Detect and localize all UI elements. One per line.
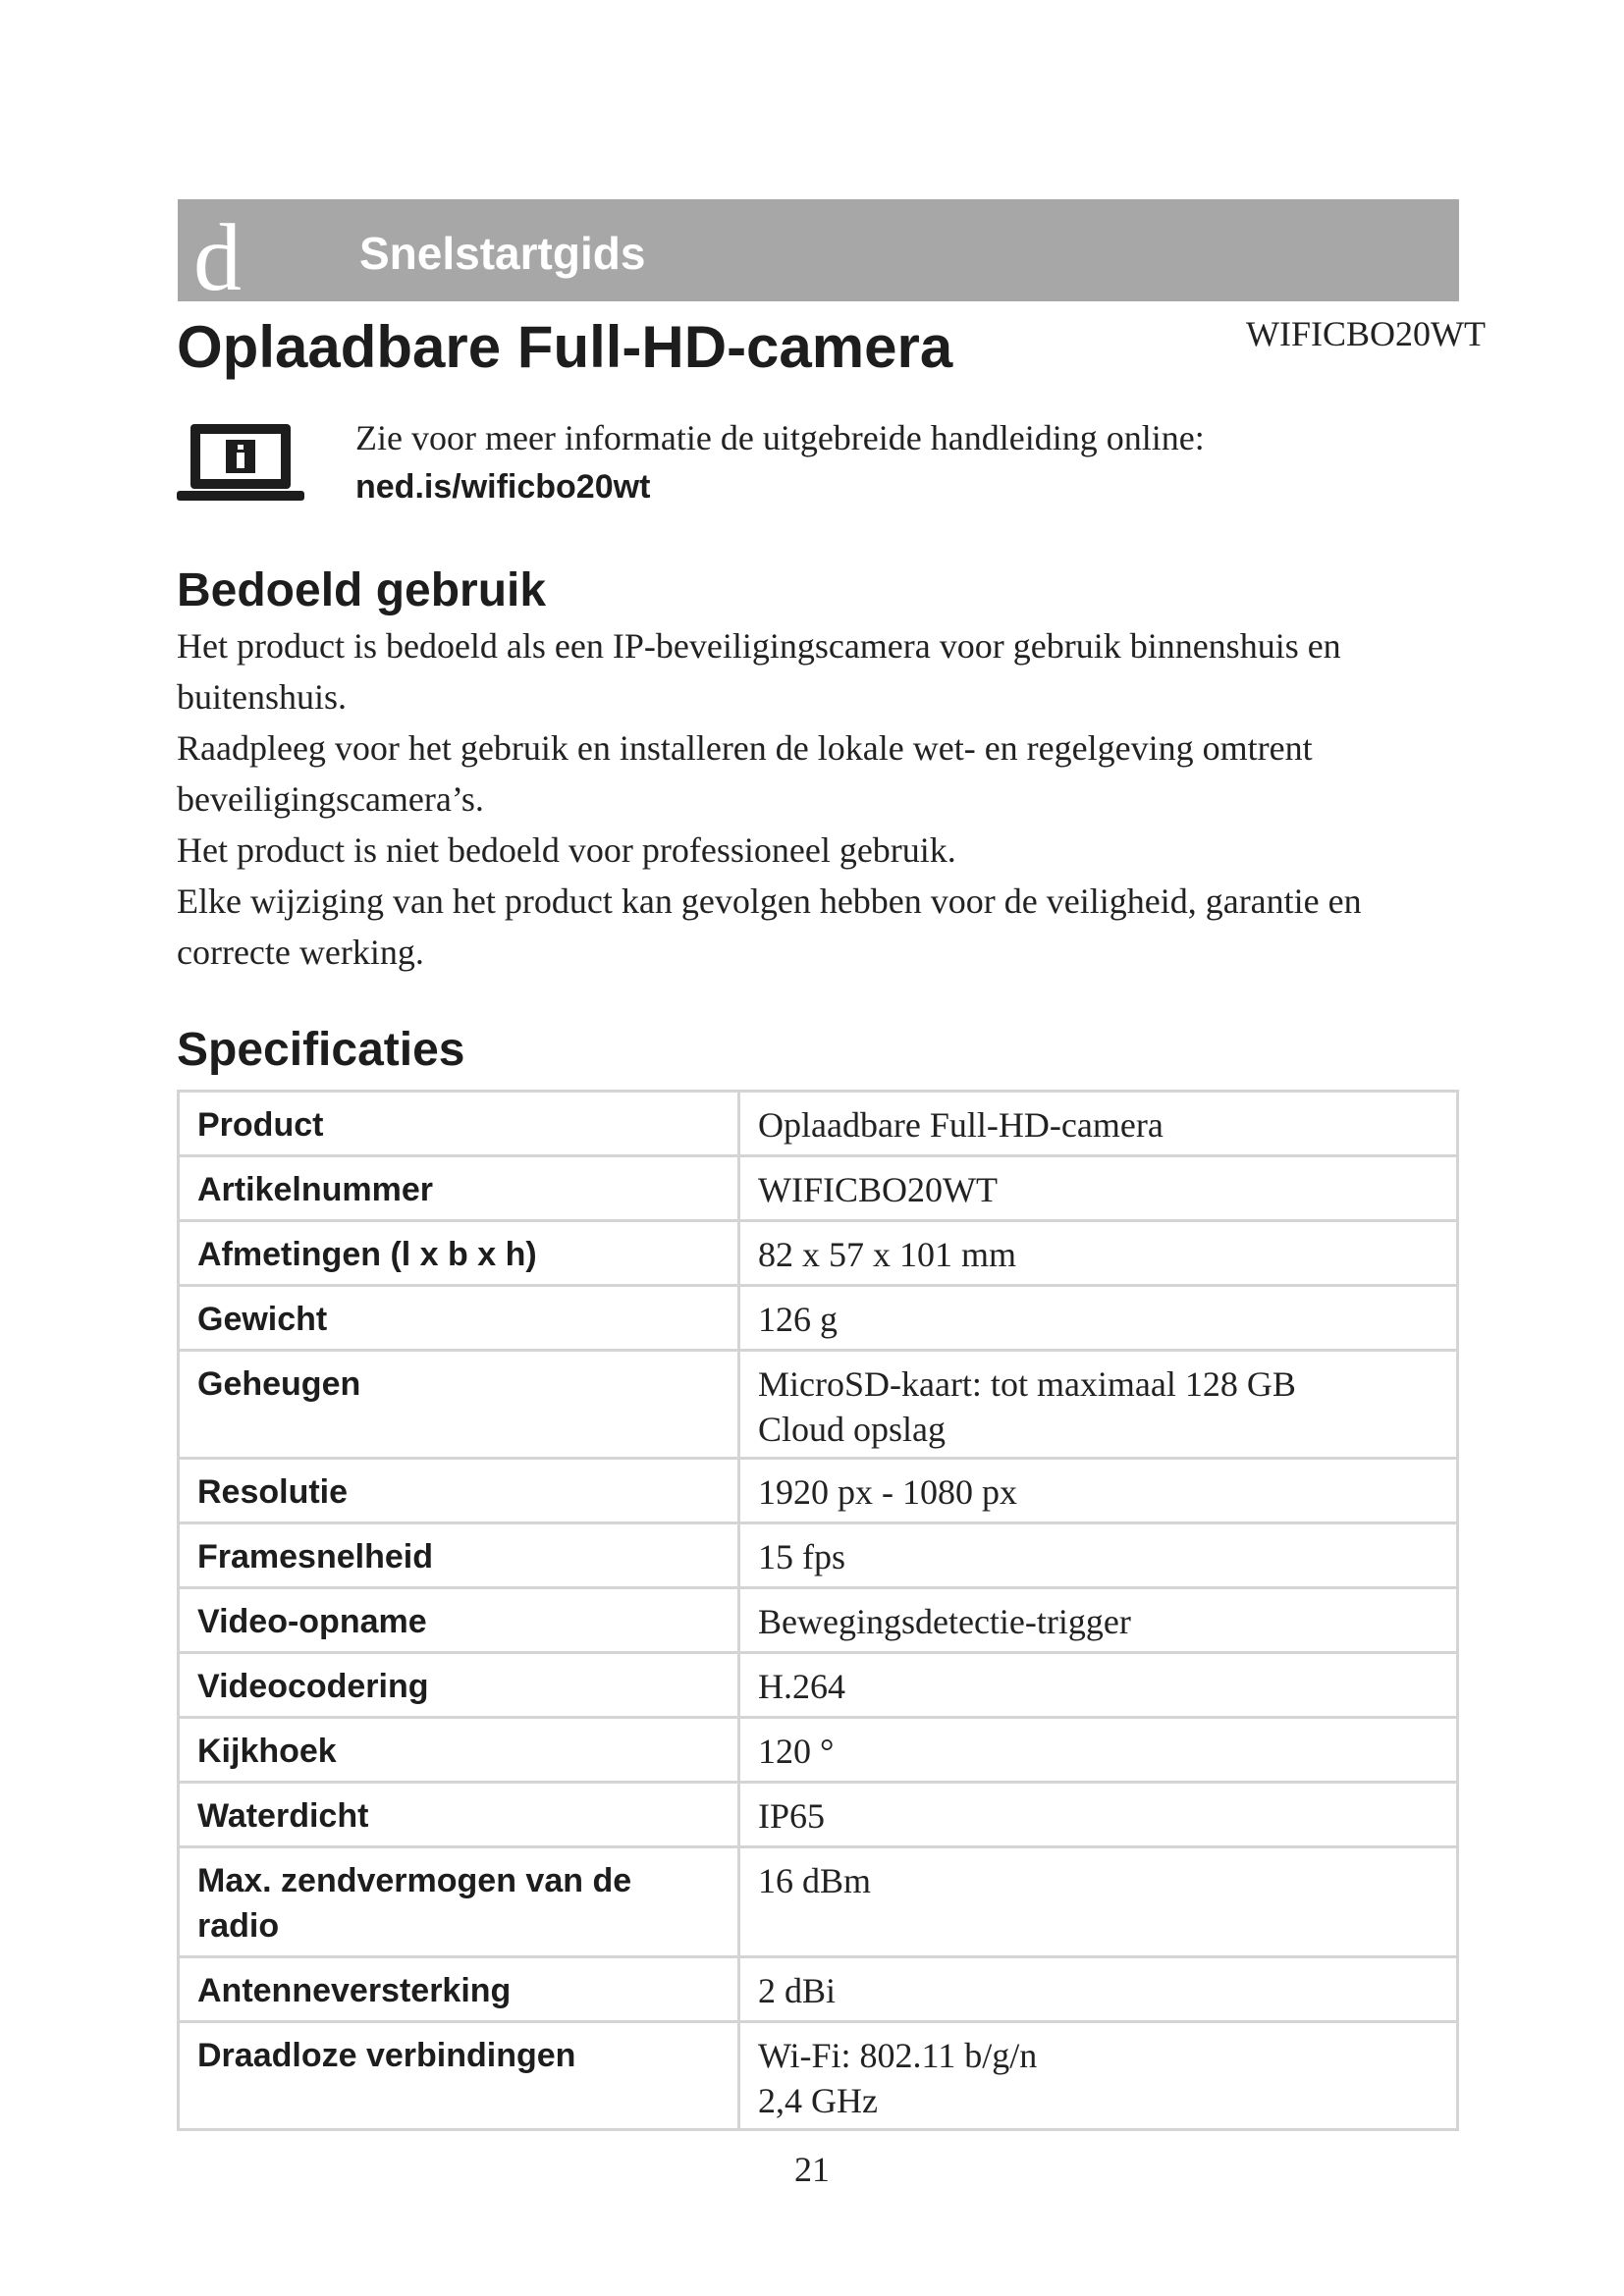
specs-heading: Specificaties (177, 1024, 465, 1076)
spec-value: 2 dBi (739, 1957, 1458, 2022)
spec-value: WIFICBO20WT (739, 1156, 1458, 1221)
spec-value: IP65 (739, 1783, 1458, 1847)
table-row (179, 1847, 1458, 1957)
table-row (179, 1221, 1458, 1286)
spec-label: Draadloze verbindingen (179, 2022, 739, 2130)
spec-label: Antenneversterking (179, 1957, 739, 2022)
spec-value: Oplaadbare Full-HD-camera (739, 1092, 1458, 1156)
manual-url[interactable]: ned.is/wificbo20wt (355, 468, 651, 506)
intended-use-paragraph: Het product is niet bedoeld voor professioneel gebruik. (177, 830, 956, 870)
specs-table (177, 1090, 1459, 2131)
spec-label: Framesnelheid (179, 1523, 739, 1588)
spec-value: 126 g (739, 1286, 1458, 1351)
page-number: 21 (794, 2150, 830, 2189)
spec-value-line: 2,4 GHz (758, 2081, 878, 2120)
spec-value-line: Wi-Fi: 802.11 b/g/n (758, 2036, 1038, 2075)
model-number: WIFICBO20WT (1246, 314, 1486, 353)
spec-label: Artikelnummer (179, 1156, 739, 1221)
intended-use-paragraph: Het product is bedoeld als een IP-beveiligingscamera voor gebruik binnenshuis en buitenshuis. (177, 626, 1341, 717)
table-row (179, 1156, 1458, 1221)
language-letter: d (193, 205, 242, 311)
info-text: Zie voor meer informatie de uitgebreide handleiding online: (355, 418, 1205, 457)
spec-value-line: Cloud opslag (758, 1410, 947, 1449)
table-row (179, 1351, 1458, 1459)
table-row (179, 1957, 1458, 2022)
spec-value: 16 dBm (739, 1847, 1458, 1957)
laptop-info-icon (177, 420, 304, 505)
spec-value (739, 2022, 1458, 2130)
table-row (179, 2022, 1458, 2130)
spec-label: Geheugen (179, 1351, 739, 1459)
table-row (179, 1588, 1458, 1653)
spec-label: Videocodering (179, 1653, 739, 1718)
spec-value: 120 ° (739, 1718, 1458, 1783)
spec-value: Bewegingsdetectie-trigger (739, 1588, 1458, 1653)
table-row (179, 1092, 1458, 1156)
intended-use-paragraph: Raadpleeg voor het gebruik en installeren de lokale wet- en regelgeving omtrent beveiligingscamera’s. (177, 728, 1313, 819)
spec-label: Gewicht (179, 1286, 739, 1351)
spec-label: Video-opname (179, 1588, 739, 1653)
spec-value: 82 x 57 x 101 mm (739, 1221, 1458, 1286)
document-title: Oplaadbare Full-HD-camera (177, 314, 953, 380)
spec-label: Resolutie (179, 1459, 739, 1523)
spec-label: Max. zendvermogen van de radio (179, 1847, 739, 1957)
spec-value: 15 fps (739, 1523, 1458, 1588)
intended-use-paragraph: Elke wijziging van het product kan gevolgen hebben voor de veiligheid, garantie en correcte werking. (177, 881, 1362, 972)
spec-label: Kijkhoek (179, 1718, 739, 1783)
spec-value (739, 1351, 1458, 1459)
table-row (179, 1783, 1458, 1847)
intended-use-text (177, 620, 1453, 978)
spec-value: H.264 (739, 1653, 1458, 1718)
spec-label: Waterdicht (179, 1783, 739, 1847)
table-row (179, 1459, 1458, 1523)
intended-use-heading: Bedoeld gebruik (177, 564, 547, 616)
table-row (179, 1718, 1458, 1783)
table-row (179, 1286, 1458, 1351)
table-row (179, 1653, 1458, 1718)
spec-label: Afmetingen (l x b x h) (179, 1221, 739, 1286)
banner-title: Snelstartgids (359, 228, 646, 279)
spec-value-line: MicroSD-kaart: tot maximaal 128 GB (758, 1364, 1296, 1404)
table-row (179, 1523, 1458, 1588)
spec-value: 1920 px - 1080 px (739, 1459, 1458, 1523)
spec-label: Product (179, 1092, 739, 1156)
